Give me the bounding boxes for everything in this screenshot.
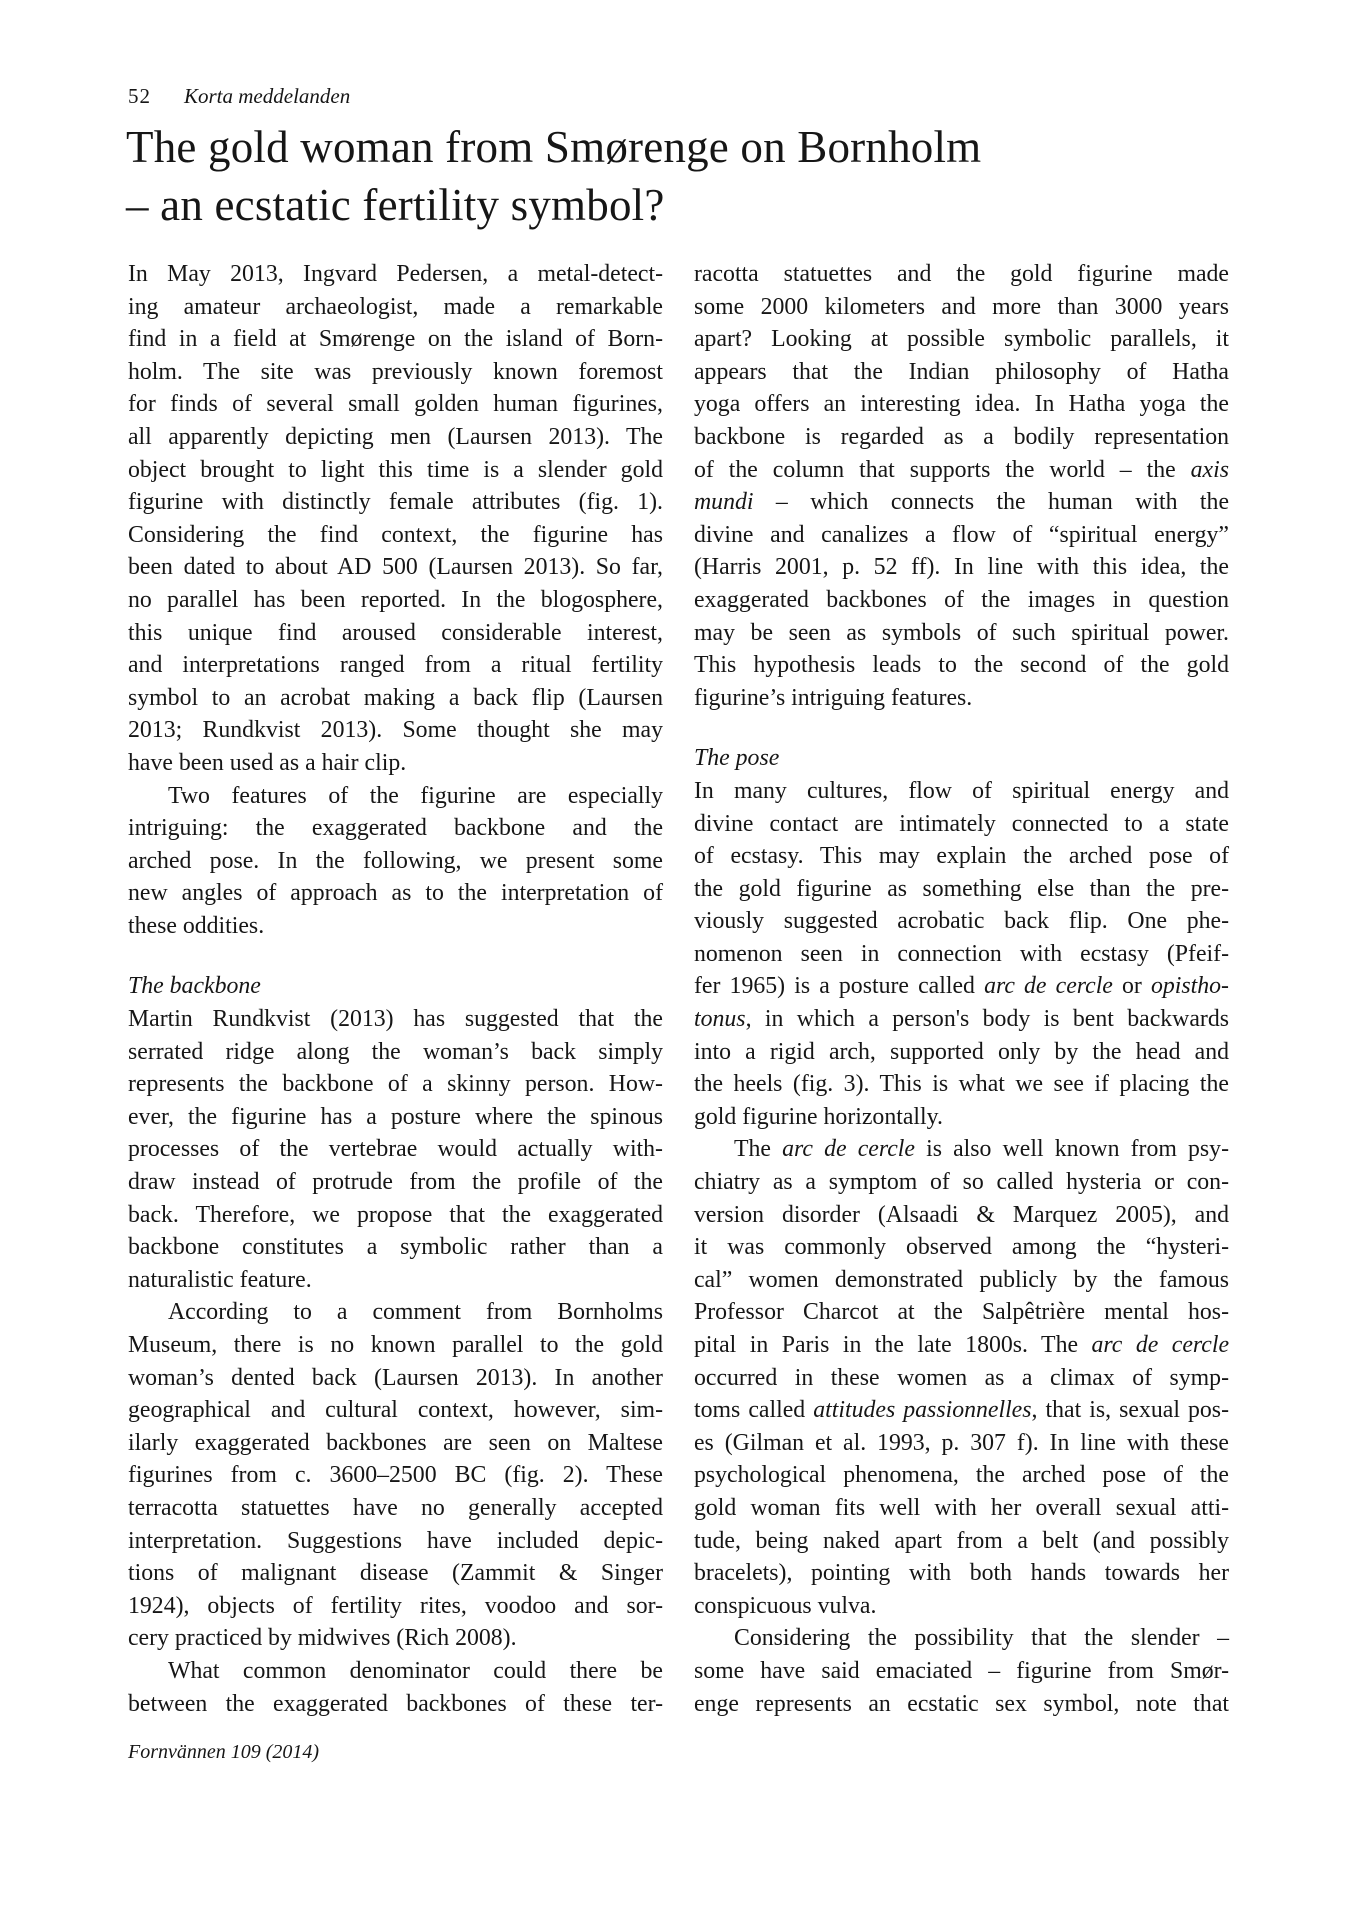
text-line: According to a comment from Bornholms — [168, 1299, 663, 1326]
text-line: tude, being naked apart from a belt (and possibly — [694, 1527, 1229, 1554]
text-line: holm. The site was previously known foremost — [128, 358, 663, 385]
text-line: it was commonly observed among the “hysteri- — [694, 1234, 1229, 1261]
text-line: terracotta statuettes have no generally accepted — [128, 1494, 663, 1521]
article-title — [126, 118, 981, 234]
section-title: Korta meddelanden — [184, 84, 351, 108]
text-line: arched pose. In the following, we present some — [128, 847, 663, 874]
text-line: geographical and cultural context, however, sim- — [128, 1397, 663, 1424]
text-line: backbone is regarded as a bodily representation — [694, 423, 1229, 450]
text-line: between the exaggerated backbones of these ter- — [128, 1690, 663, 1717]
text-line: all apparently depicting men (Laursen 2013). The — [128, 423, 663, 450]
text-line: viously suggested acrobatic back flip. One phe- — [694, 908, 1229, 935]
text-line: apart? Looking at possible symbolic parallels, it — [694, 326, 1229, 353]
text-line: this unique find aroused considerable interest, — [128, 619, 663, 646]
text-line: woman’s dented back (Laursen 2013). In another — [128, 1364, 663, 1391]
paragraph — [694, 1622, 1229, 1720]
text-line: Museum, there is no known parallel to the gold — [128, 1332, 663, 1358]
paragraph — [694, 775, 1229, 1134]
text-line: gold figurine horizontally. — [694, 1103, 943, 1130]
text-line: nomenon seen in connection with ecstasy (Pfeif- — [694, 940, 1229, 967]
text-line: version disorder (Alsaadi & Marquez 2005), and — [694, 1201, 1229, 1228]
section-heading: The pose — [694, 745, 780, 772]
text-line: these oddities. — [128, 912, 265, 939]
text-line: In many cultures, flow of spiritual energy and — [694, 777, 1229, 804]
text-line: racotta statuettes and the gold figurine made — [694, 261, 1229, 287]
paragraph — [128, 258, 663, 780]
text-line: tions of malignant disease (Zammit & Singer — [128, 1560, 663, 1587]
text-line: bracelets), pointing with both hands towards her — [694, 1560, 1229, 1587]
text-line: figurines from c. 3600–2500 BC (fig. 2). These — [128, 1462, 663, 1489]
text-line: conspicuous vulva. — [694, 1592, 877, 1619]
text-line: processes of the vertebrae would actually with- — [128, 1136, 663, 1163]
section-heading: The backbone — [128, 973, 261, 1000]
paragraph — [128, 1655, 663, 1720]
text-line: psychological phenomena, the arched pose of the — [694, 1462, 1229, 1489]
text-line: draw instead of protrude from the profile of the — [128, 1169, 663, 1196]
right-column — [694, 258, 1229, 1720]
paragraph — [128, 780, 663, 943]
text-line: some 2000 kilometers and more than 3000 years — [694, 293, 1229, 320]
text-line: of the column that supports the world – the axis — [694, 456, 1229, 483]
text-line: Considering the find context, the figurine has — [128, 521, 663, 548]
text-line: ever, the figurine has a posture where the spinous — [128, 1103, 663, 1130]
text-line: serrated ridge along the woman’s back simply — [128, 1038, 663, 1065]
text-line: and interpretations ranged from a ritual fertility — [128, 652, 663, 679]
text-line: 2013; Rundkvist 2013). Some thought she may — [128, 717, 663, 744]
text-line: no parallel has been reported. In the blogosphere, — [128, 586, 663, 613]
text-line: es (Gilman et al. 1993, p. 307 f). In line with these — [694, 1429, 1229, 1456]
text-line: This hypothesis leads to the second of the gold — [694, 652, 1229, 679]
text-line: mundi – which connects the human with the — [694, 489, 1229, 516]
text-line: divine contact are intimately connected to a state — [694, 810, 1229, 837]
paragraph — [128, 1296, 663, 1655]
text-line: of ecstasy. This may explain the arched pose of — [694, 843, 1229, 870]
journal-footer: Fornvännen 109 (2014) — [128, 1741, 320, 1763]
text-line: cal” women demonstrated publicly by the famous — [694, 1266, 1229, 1293]
text-line: ilarly exaggerated backbones are seen on Maltese — [128, 1429, 663, 1456]
text-line: What common denominator could there be — [168, 1657, 663, 1684]
text-line: In May 2013, Ingvard Pedersen, a metal-detect- — [128, 261, 663, 287]
text-line: tonus, in which a person's body is bent backwards — [694, 1006, 1229, 1033]
text-line: divine and canalizes a flow of “spiritual energy” — [694, 521, 1229, 548]
text-line: object brought to light this time is a slender gold — [128, 456, 663, 483]
text-line: find in a field at Smørenge on the island of Born- — [128, 326, 663, 353]
text-line: figurine with distinctly female attributes (fig. 1). — [128, 489, 663, 516]
page-number: 52 — [128, 84, 151, 108]
text-line: The arc de cercle is also well known from psy- — [734, 1136, 1230, 1163]
text-line: naturalistic feature. — [128, 1266, 312, 1293]
text-line: the heels (fig. 3). This is what we see if placing the — [694, 1071, 1229, 1098]
text-line: been dated to about AD 500 (Laursen 2013). So far, — [128, 554, 663, 581]
paragraph — [694, 1133, 1229, 1622]
text-line: new angles of approach as to the interpretation of — [128, 880, 663, 907]
text-line: yoga offers an interesting idea. In Hatha yoga the — [694, 391, 1229, 418]
text-line: 1924), objects of fertility rites, voodoo and sor- — [128, 1592, 663, 1619]
text-line: may be seen as symbols of such spiritual power. — [694, 619, 1229, 646]
text-line: back. Therefore, we propose that the exaggerated — [128, 1201, 663, 1228]
text-line: the gold figurine as something else than the pre- — [694, 875, 1229, 902]
left-column — [128, 258, 663, 1720]
text-line: appears that the Indian philosophy of Hatha — [694, 358, 1229, 385]
text-line: toms called attitudes passionnelles, that is, sexual pos- — [694, 1397, 1229, 1424]
text-line: interpretation. Suggestions have included depic- — [128, 1527, 663, 1554]
text-line: Two features of the figurine are especially — [168, 782, 663, 809]
text-line: exaggerated backbones of the images in question — [694, 586, 1229, 613]
text-line: enge represents an ecstatic sex symbol, note that — [694, 1690, 1229, 1717]
text-line: chiatry as a symptom of so called hysteria or con- — [694, 1169, 1229, 1196]
text-line: represents the backbone of a skinny person. How- — [128, 1071, 663, 1098]
text-line: Considering the possibility that the slender – — [734, 1625, 1229, 1652]
article-title-line-2: – an ecstatic fertility symbol? — [126, 180, 665, 230]
text-line: for finds of several small golden human figurines, — [128, 391, 663, 418]
text-line: gold woman fits well with her overall sexual atti- — [694, 1494, 1229, 1521]
text-line: ing amateur archaeologist, made a remarkable — [128, 293, 663, 320]
paragraph — [694, 258, 1229, 714]
text-line: backbone constitutes a symbolic rather than a — [128, 1234, 663, 1261]
text-line: intriguing: the exaggerated backbone and the — [128, 815, 663, 842]
text-line: pital in Paris in the late 1800s. The arc de cercle — [694, 1332, 1230, 1358]
text-line: some have said emaciated – figurine from Smør- — [694, 1657, 1229, 1684]
text-line: into a rigid arch, supported only by the head and — [694, 1038, 1229, 1065]
text-line: Professor Charcot at the Salpêtrière mental hos- — [694, 1299, 1229, 1326]
running-head — [128, 84, 350, 108]
text-line: Martin Rundkvist (2013) has suggested that the — [128, 1006, 663, 1033]
text-line: symbol to an acrobat making a back flip (Laursen — [128, 684, 663, 711]
paragraph — [128, 1003, 663, 1296]
text-line: occurred in these women as a climax of symp- — [694, 1364, 1229, 1391]
text-line: fer 1965) is a posture called arc de cercle or opistho- — [694, 973, 1229, 1000]
text-line: figurine’s intriguing features. — [694, 684, 973, 711]
article-title-line-1: The gold woman from Smørenge on Bornholm — [126, 122, 982, 172]
text-line: (Harris 2001, p. 52 ff). In line with this idea, the — [694, 554, 1229, 581]
text-line: have been used as a hair clip. — [128, 749, 407, 776]
text-line: cery practiced by midwives (Rich 2008). — [128, 1625, 517, 1652]
